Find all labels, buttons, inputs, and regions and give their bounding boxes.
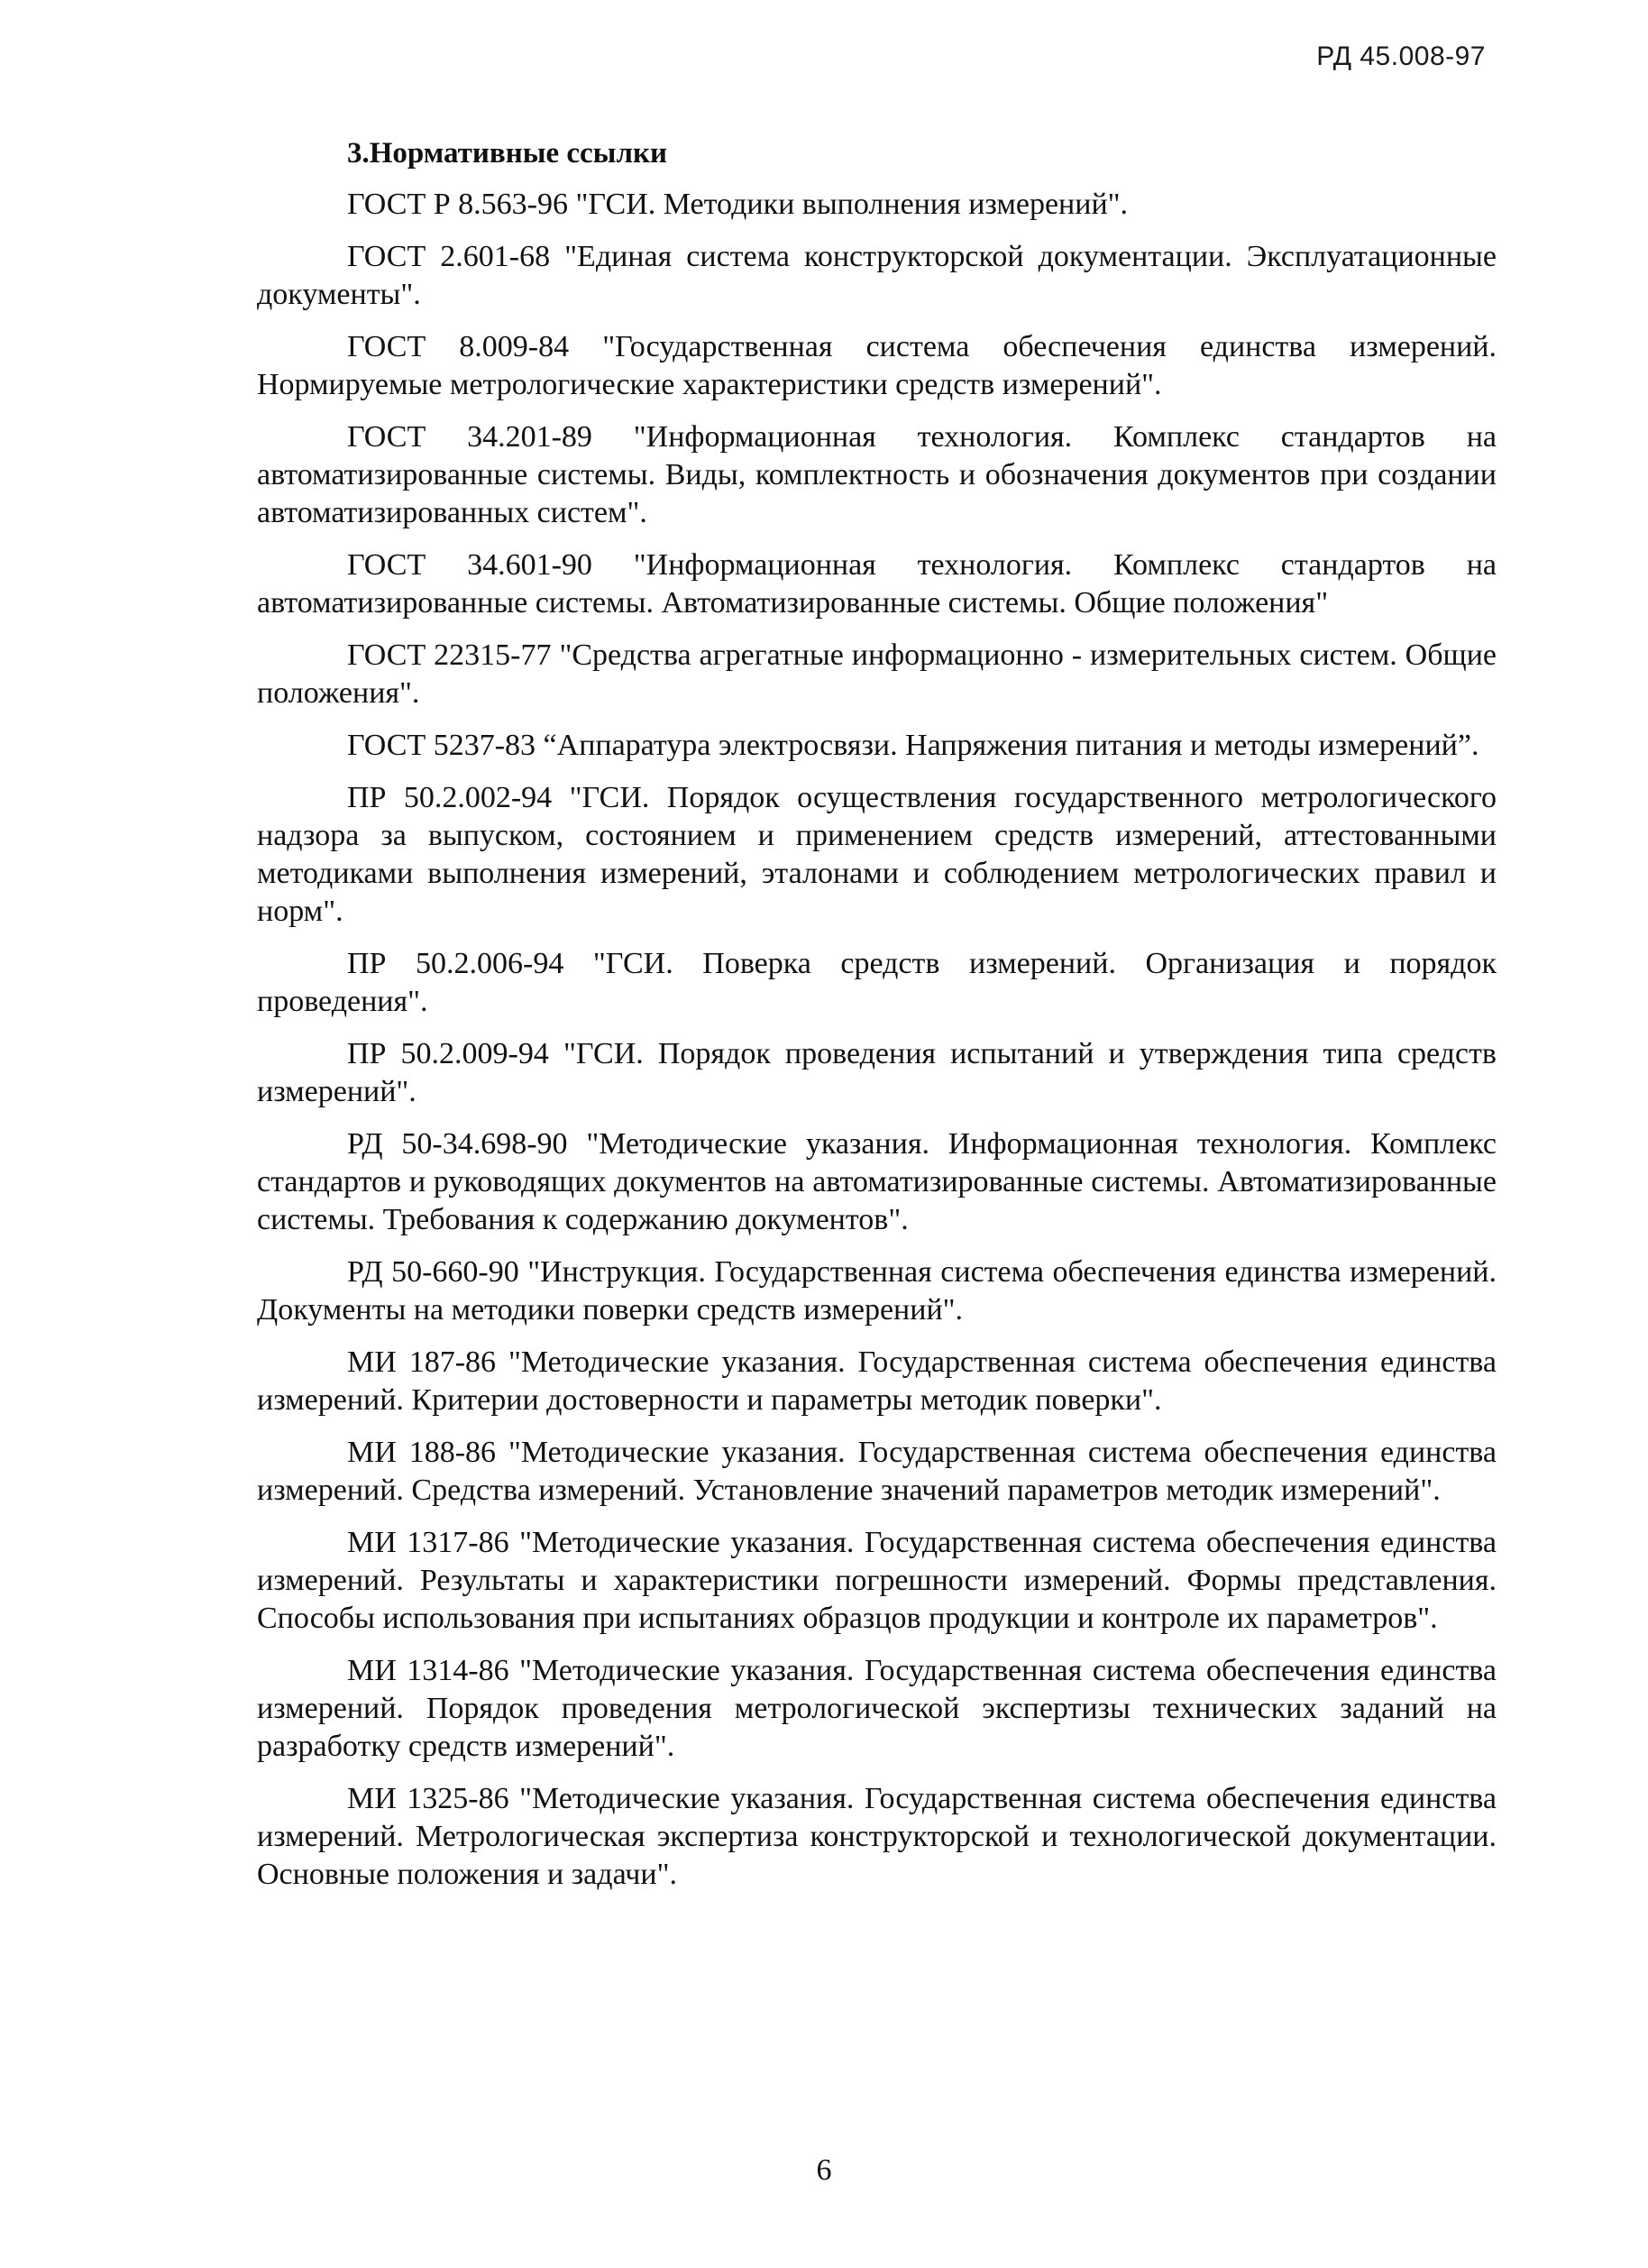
reference-item: МИ 1317-86 "Методические указания. Государственная система обеспечения единства измерений. Результаты и характеристики погрешности измерений. Формы представления. Способы использования при испытаниях образцов продукции и контроле их параметров". [257, 1526, 1497, 1635]
reference-item: ГОСТ Р 8.563-96 "ГСИ. Методики выполнения измерений". [347, 188, 1129, 221]
page-number: 6 [816, 2153, 832, 2187]
reference-item: МИ 1325-86 "Методические указания. Государственная система обеспечения единства измерений. Метрологическая экспертиза конструкторской и технологической документации. Основные положения и задачи". [257, 1782, 1497, 1891]
reference-item: ГОСТ 8.009-84 "Государственная система обеспечения единства измерений. Нормируемые метрологические характеристики средств измерений". [257, 330, 1497, 401]
reference-item: РД 50-34.698-90 "Методические указания. Информационная технология. Комплекс стандартов и руководящих документов на автоматизированные системы. Автоматизированные системы. Требования к содержанию документов". [257, 1127, 1497, 1236]
reference-item: ГОСТ 2.601-68 "Единая система конструкторской документации. Эксплуатационные документы". [257, 240, 1497, 311]
reference-item: ГОСТ 5237-83 “Аппаратура электросвязи. Напряжения питания и методы измерений”. [347, 729, 1479, 762]
reference-item: ГОСТ 22315-77 "Средства агрегатные информационно - измерительных систем. Общие положения". [257, 638, 1497, 710]
reference-item: ГОСТ 34.601-90 "Информационная технология. Комплекс стандартов на автоматизированные системы. Автоматизированные системы. Общие положения" [257, 548, 1497, 620]
reference-item: РД 50-660-90 "Инструкция. Государственная система обеспечения единства измерений. Документы на методики поверки средств измерений". [257, 1255, 1497, 1327]
reference-item: МИ 1314-86 "Методические указания. Государственная система обеспечения единства измерений. Порядок проведения метрологической экспертизы технических заданий на разработку средств измерений". [257, 1654, 1497, 1763]
reference-item: ПР 50.2.009-94 "ГСИ. Порядок проведения испытаний и утверждения типа средств измерений". [257, 1037, 1497, 1108]
reference-item: ГОСТ 34.201-89 "Информационная технология. Комплекс стандартов на автоматизированные системы. Виды, комплектность и обозначения документов при создании автоматизированных систем". [257, 420, 1497, 529]
page-content [257, 133, 1497, 1908]
reference-item: ПР 50.2.006-94 "ГСИ. Поверка средств измерений. Организация и порядок проведения". [257, 947, 1497, 1018]
document-code: РД 45.008-97 [1316, 41, 1486, 71]
reference-item: МИ 187-86 "Методические указания. Государственная система обеспечения единства измерений. Критерии достоверности и параметры методик поверки". [257, 1345, 1497, 1417]
reference-item: ПР 50.2.002-94 "ГСИ. Порядок осуществления государственного метрологического надзора за выпуском, состоянием и применением средств измерений, аттестованными методиками выполнения измерений, эталонами и соблюдением метрологических правил и норм". [257, 781, 1497, 928]
section-title: 3.Нормативные ссылки [347, 137, 667, 170]
reference-item: МИ 188-86 "Методические указания. Государственная система обеспечения единства измерений. Средства измерений. Установление значений параметров методик измерений". [257, 1436, 1497, 1507]
